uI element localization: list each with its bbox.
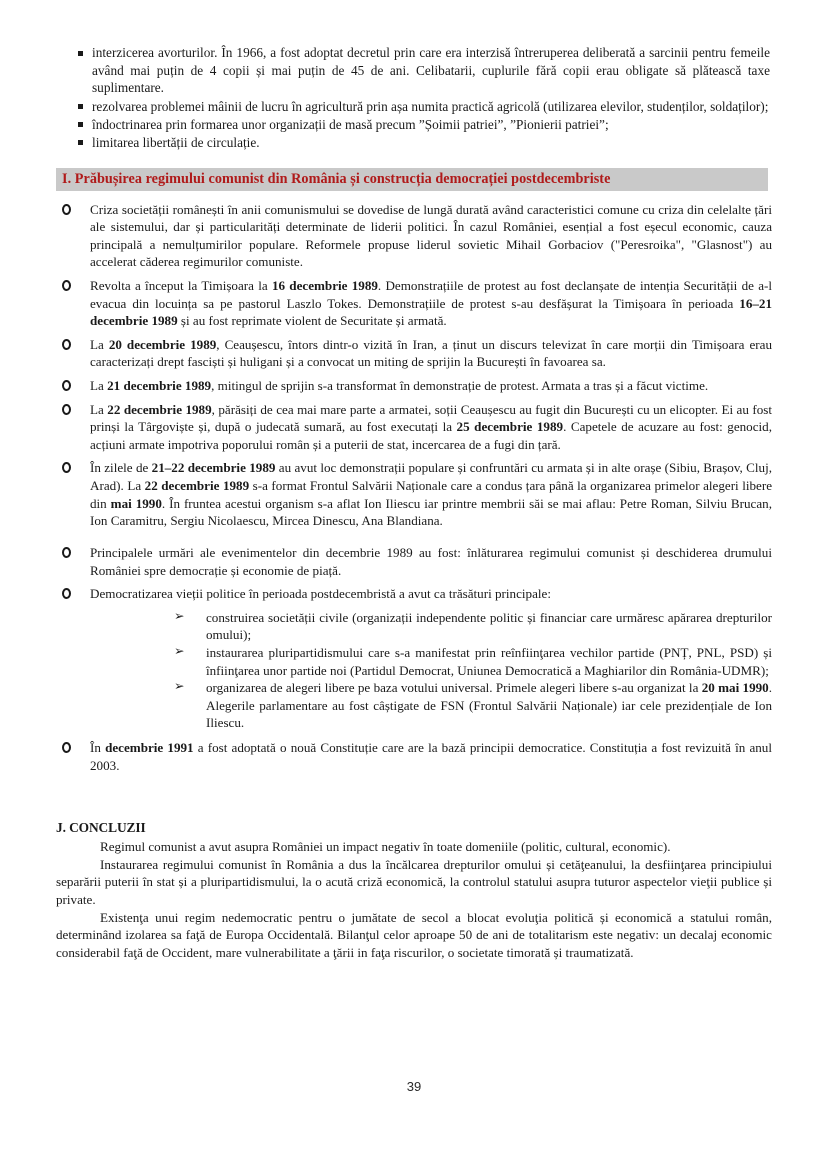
conclusions-heading: J. CONCLUZII: [56, 820, 146, 836]
page-number: 39: [406, 1079, 422, 1094]
conclusions-paragraph: Instaurarea regimului comunist în România a dus la încălcarea drepturilor omului și cetăţeanului, la desfiinţarea principiului separării puterii în stat și a pluripartidismului, la o acută criză economică, la controlul statului asupra tuturor aspectelor vieţii publice și private.: [56, 856, 772, 908]
list-item: Democratizarea vieții politice în perioada postdecembristă a avut ca trăsături principale:: [56, 585, 772, 603]
conclusions-paragraph: Regimul comunist a avut asupra României un impact negativ în toate domeniile (politic, cultural, economic).: [100, 839, 671, 855]
constitution-list: [56, 739, 772, 774]
list-item: La 22 decembrie 1989, părăsiți de cea mai mare parte a armatei, soții Ceaușescu au fugit din București cu un elicopter. Ei au fost prinși la Târgoviște și, după o judecată sumară, au fost executați la 25 decembrie 1989. Capetele de acuzare au fost: genocid, acțiuni armate impotriva poporului român și a puterii de stat, incercarea de a fugi din țară.: [56, 401, 772, 454]
sublist-item: ➢ organizarea de alegeri libere pe baza votului universal. Primele alegeri libere s-au organizat la 20 mai 1990. Alegerile parlamentare au fost câștigate de FSN (Frontul Salvării Naționale) iar cele prezidențiale de Ion Iliescu.: [56, 679, 772, 732]
sublist-item: ➢ construirea societății civile (organizații independente politic și financiar care urmăresc apărarea drepturilor omului);: [56, 609, 772, 644]
list-item: rezolvarea problemei mâinii de lucru în agricultură prin așa numita practică agricolă (utilizarea elevilor, studenților, soldaților);: [56, 98, 772, 116]
conclusions-paragraph: Existenţa unui regim nedemocratic pentru o jumătate de secol a blocat evoluţia politică și economică a statului român, determinând izolarea sa faţă de Europa Occidentală. Bilanţul celor aproape 50 de ani de totalitarism este negativ: un decalaj economic considerabil faţă de Occident, mare vulnerabilitate a ţării in faţa riscurilor, o societate timorată și traumatizată.: [56, 909, 772, 960]
section-heading-bar: [56, 168, 768, 191]
list-item: În zilele de 21–22 decembrie 1989 au avut loc demonstrații populare și confruntări cu armata și in alte orașe (Sibiu, Brașov, Cluj, Arad). La 22 decembrie 1989 s-a format Frontul Salvării Naționale care a condus țara până la organizarea primelor alegeri libere din mai 1990. În fruntea acestui organism s-a aflat Ion Iliescu iar printre membrii săi se mai aflau: Petre Roman, Silviu Brucan, Ion Caramitru, Sergiu Nicolaescu, Mircea Dinescu, Ana Blandiana.: [56, 459, 772, 529]
list-item: În decembrie 1991 a fost adoptată o nouă Constituție care are la bază principii democratice. Constituția a fost revizuită în anul 2003.: [56, 739, 772, 774]
list-item: Criza societății românești în anii comunismului se dovedise de lungă durată având caracteristici comune cu criza din celelalte țări ale sistemului, dar și particularități determinate de liderii politici. În cazul României, esențial a fost eșecul economic, cauza principală a nemulțumirilor populare. Reformele propuse liderul sovietic Mihail Gorbaciov ("Peresroika", "Glasnost") au accelerat căderea regimurilor comuniste.: [56, 201, 772, 271]
list-item: Principalele urmări ale evenimentelor din decembrie 1989 au fost: înlăturarea regimului comunist și deschiderea drumului României spre democrație și economie de piață.: [56, 544, 772, 579]
list-item: limitarea libertății de circulație.: [56, 134, 772, 152]
list-item: Revolta a început la Timișoara la 16 decembrie 1989. Demonstrațiile de protest au fost declanșate de intenția Securității de a-l evacua din locuința sa pe pastorul Laszlo Tokes. Demonstrațiile de protest s-au desfășurat la Timișoara în perioada 16–21 decembrie 1989 și au fost reprimate violent de Securitate și armată.: [56, 277, 772, 330]
events-list: [56, 201, 772, 603]
section-heading-title: I. Prăbușirea regimului comunist din România și construcția democrației postdecembriste: [62, 170, 611, 187]
communist-measures-list: [56, 44, 772, 152]
democratization-sublist: [56, 609, 772, 732]
sublist-item: ➢ instaurarea pluripartidismului care s-a manifestat prin reînfiinţarea vechilor partide (PNȚ, PNL, PSD) și înfiinţarea unor partide noi (Partidul Democrat, Uniunea Democratică a Maghiarilor din România-UDMR);: [56, 644, 772, 679]
list-item: interzicerea avorturilor. În 1966, a fost adoptat decretul prin care era interzisă întreruperea deliberată a sarcinii pentru femeile având mai puțin de 4 copii și mai puțin de 45 de ani. Celibatarii, cuplurile fără copii erau obligate să plătească taxe suplimentare.: [56, 44, 772, 97]
list-item: îndoctrinarea prin formarea unor organizații de masă precum ”Șoimii patriei”, ”Pionierii patriei”;: [56, 116, 772, 134]
list-item: La 20 decembrie 1989, Ceaușescu, întors dintr-o vizită în Iran, a ținut un discurs televizat în care morții din Timișoara erau caracterizați drept fasciști și huligani și a convocat un miting de sprijin la București în favoarea sa.: [56, 336, 772, 371]
list-item: La 21 decembrie 1989, mitingul de sprijin s-a transformat în demonstrație de protest. Armata a tras și a făcut victime.: [56, 377, 772, 395]
